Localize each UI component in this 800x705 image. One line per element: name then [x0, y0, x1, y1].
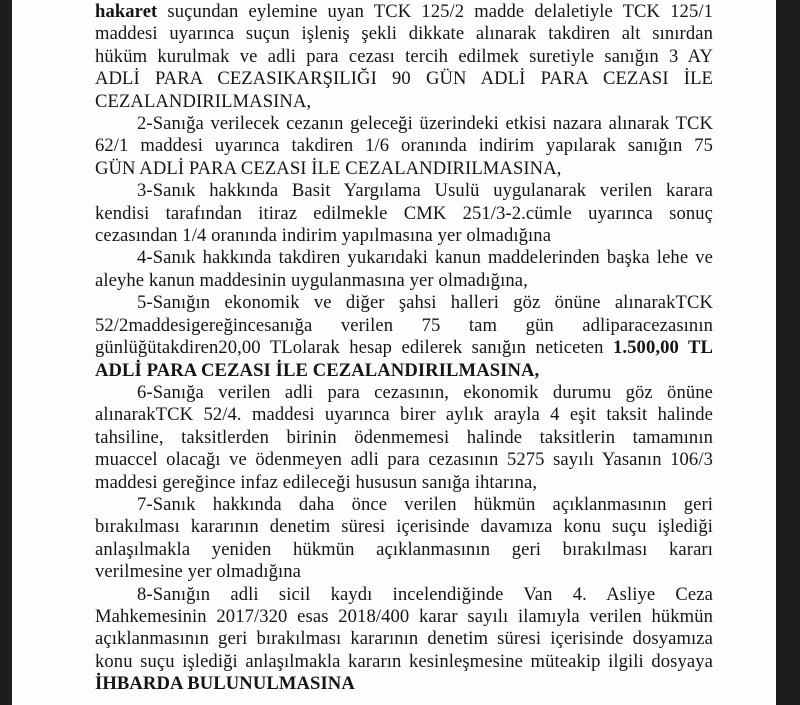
text-run: 62/1 maddesi uyarınca takdiren 1/6 oranında indirim yapılarak sanığın 75 — [95, 135, 713, 157]
text-run: cezasından 1/4 oranında indirim yapılmasına yer olmadığına — [95, 225, 552, 247]
text-run: bırakılması kararının denetim süresi içerisinde davamıza konu suçu işlediği — [95, 516, 713, 538]
text-line — [95, 360, 713, 382]
text-line — [95, 539, 713, 561]
text-line — [95, 113, 713, 135]
text-line — [95, 225, 713, 247]
text-line — [95, 382, 713, 404]
text-line — [95, 516, 713, 538]
text-line — [95, 315, 713, 337]
text-line — [95, 606, 713, 628]
text-line — [95, 584, 713, 606]
text-run: ADLİ PARA CEZASIKARŞILIĞI 90 GÜN ADLİ PARA CEZASI İLE — [95, 68, 713, 90]
text-line — [95, 1, 713, 23]
text-line — [95, 91, 713, 113]
text-run: tahsiline, taksitlerden birinin ödenmemesi halinde taksitlerin tamamının — [95, 426, 713, 448]
text-line — [95, 449, 713, 471]
text-line — [95, 628, 713, 650]
text-line — [95, 494, 713, 516]
bold-text-run: 1.500,00 TL — [613, 337, 713, 359]
text-run: 8-Sanığın adli sicil kaydı incelendiğinde Van 4. Asliye Ceza — [137, 583, 713, 605]
text-line — [95, 427, 713, 449]
text-run: hüküm kurulmak ve adli para cezası tercih edilmek suretiyle sanığın 3 AY — [95, 45, 713, 67]
text-run: kendisi tarafından itiraz edilmekle CMK 251/3-2.cümle uyarınca sonuç — [95, 202, 713, 224]
text-line — [95, 337, 713, 359]
text-run: verilmesine yer olmadığına — [95, 561, 302, 583]
document-body — [95, 1, 713, 696]
text-line — [95, 472, 713, 494]
text-run: GÜN ADLİ PARA CEZASI İLE CEZALANDIRILMASINA, — [95, 157, 562, 179]
text-run: günlüğütakdiren20,00 TLolarak hesap edilerek sanığın neticeten — [95, 337, 613, 359]
bold-text-run: ADLİ PARA CEZASI İLE CEZALANDIRILMASINA, — [95, 359, 540, 381]
text-run: 3-Sanık hakkında Basit Yargılama Usulü uygulanarak verilen karara — [137, 180, 713, 202]
text-run: muaccel olacağı ve ödenmeyen adli para cezasının 5275 sayılı Yasanın 106/3 — [95, 449, 713, 471]
text-run: açıklanmasının geri bırakılması kararının denetim süresi içerisinde dosyamıza — [95, 628, 713, 650]
paragraph — [95, 382, 713, 494]
text-run: CEZALANDIRILMASINA, — [95, 90, 312, 112]
text-line — [95, 158, 713, 180]
scan-border-left — [0, 0, 12, 705]
scan-border-right — [776, 0, 800, 705]
text-run: alınarakTCK 52/4. maddesi uyarınca birer aylık arayla 4 eşit taksit halinde — [95, 404, 713, 426]
text-run: 52/2maddesigereğincesanığa verilen 75 tam gün adliparacezasının — [95, 314, 713, 336]
text-line — [95, 203, 713, 225]
text-line — [95, 404, 713, 426]
paragraph — [95, 247, 713, 292]
text-run: suçundan eylemine uyan TCK 125/2 madde delaletiyle TCK 125/1 — [157, 1, 713, 22]
text-line — [95, 68, 713, 90]
text-run: aleyhe kanun maddesinin uygulanmasına yer olmadığına, — [95, 269, 528, 291]
paragraph — [95, 494, 713, 584]
text-line — [95, 561, 713, 583]
paragraph — [95, 292, 713, 382]
text-run: maddesi uyarınca suçun işleniş şekli dikkate alınarak takdiren alt sınırdan — [95, 23, 713, 45]
paragraph — [95, 1, 713, 113]
bold-text-run: İHBARDA BULUNULMASINA — [95, 673, 355, 695]
text-run: Mahkemesinin 2017/320 esas 2018/400 karar sayılı ilamıyla verilen hükmün — [95, 605, 713, 627]
text-line — [95, 651, 713, 673]
text-line — [95, 135, 713, 157]
paragraph — [95, 180, 713, 247]
text-line — [95, 247, 713, 269]
text-line — [95, 180, 713, 202]
text-run: anlaşılmakla yeniden hükmün açıklanmasının geri bırakılması kararı — [95, 538, 713, 560]
bold-text-run: hakaret — [95, 1, 158, 22]
text-run: 2-Sanığa verilecek cezanın geleceği üzerindeki etkisi nazara alınarak TCK — [137, 113, 713, 135]
text-run: konu suçu işlediği anlaşılmakla kararın kesinleşmesine müteakip ilgili dosyaya — [95, 650, 713, 672]
text-line — [95, 673, 713, 695]
paragraph — [95, 584, 713, 696]
text-run: 7-Sanık hakkında daha önce verilen hükmün açıklanmasının geri — [137, 493, 713, 515]
text-run: maddesi gereğince infaz edileceği hususun sanığa ihtarına, — [95, 471, 538, 493]
text-run: 5-Sanığın ekonomik ve diğer şahsi halleri göz önüne alınarakTCK — [137, 292, 713, 314]
text-line — [95, 270, 713, 292]
text-run: 4-Sanık hakkında takdiren yukarıdaki kanun maddelerinden başka lehe ve — [137, 247, 713, 269]
text-line — [95, 292, 713, 314]
text-line — [95, 23, 713, 45]
paragraph — [95, 113, 713, 180]
text-run: 6-Sanığa verilen adli para cezasının, ekonomik durumu göz önüne — [137, 381, 713, 403]
text-line — [95, 46, 713, 68]
